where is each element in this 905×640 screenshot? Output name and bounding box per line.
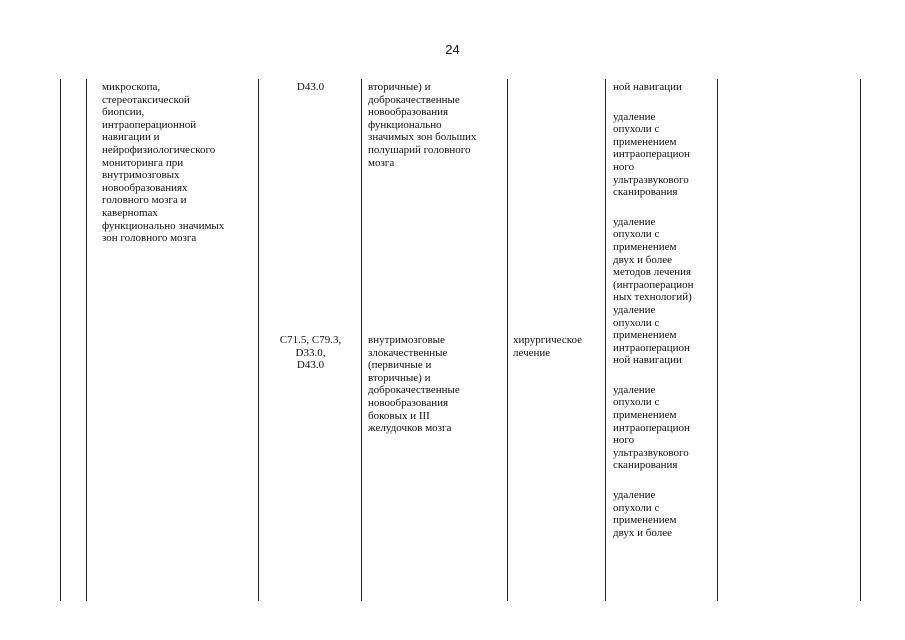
column-divider: [507, 79, 508, 601]
text-line: опухоли с: [613, 396, 660, 409]
text-line: биопсии,: [102, 106, 145, 119]
text-line: функционально значимых: [102, 219, 225, 232]
text-line: ной навигации: [613, 354, 682, 367]
text-line: методов лечения: [613, 266, 692, 279]
text-line: (интраоперацион: [613, 278, 694, 291]
text-line: зон головного мозга: [102, 232, 197, 245]
text-line: доброкачественные: [368, 384, 460, 397]
text-line: применением: [613, 240, 677, 253]
text-line: удаление: [613, 383, 656, 396]
page-number: 24: [445, 42, 460, 57]
block-gap: [613, 367, 694, 384]
block-gap: [613, 94, 694, 111]
text-line: хирургическое: [513, 334, 583, 346]
text-line: мониторинга при: [102, 156, 184, 169]
text-line: опухоли с: [613, 123, 660, 136]
text-line: удаление: [613, 215, 656, 228]
text-line: интраоперационной: [102, 118, 197, 131]
text-line: внутримозговых: [102, 169, 180, 182]
text-line: нейрофизиологического: [102, 143, 216, 156]
text-line: кавернomах: [102, 206, 158, 219]
text-line: злокачественные: [368, 346, 448, 359]
text-line: желудочков мозга: [368, 422, 452, 435]
text-line: интраоперацион: [613, 341, 690, 354]
text-line: удаление: [613, 110, 656, 123]
diagnosis-cell: [368, 81, 476, 169]
text-line: ных технологий): [613, 291, 692, 304]
text-line: мозга: [368, 156, 395, 169]
text-line: двух и более: [613, 526, 673, 539]
text-line: опухоли с: [613, 501, 660, 514]
text-line: навигации и: [102, 131, 160, 144]
text-line: стереотаксической: [102, 93, 190, 106]
column-divider: [258, 79, 259, 601]
text-line: значимых зон больших: [368, 131, 477, 144]
text-line: сканирования: [613, 186, 678, 199]
text-line: доброкачественные: [368, 93, 460, 106]
text-line: ного: [613, 434, 635, 447]
method-cell: [102, 81, 224, 245]
text-line: вторичные) и: [368, 81, 431, 93]
text-line: интраоперацион: [613, 148, 690, 161]
text-line: удаление: [613, 489, 656, 502]
column-divider: [361, 79, 362, 601]
text-line: двух и более: [613, 253, 673, 266]
text-line: применением: [613, 514, 677, 527]
text-line: опухоли с: [613, 316, 660, 329]
text-line: D43.0: [296, 81, 325, 93]
text-line: интраоперацион: [613, 421, 690, 434]
block-gap: [613, 472, 694, 489]
text-line: D43.0: [296, 359, 325, 372]
text-line: (первичные и: [368, 359, 432, 372]
text-line: ультразвукового: [613, 173, 689, 186]
text-line: микроскопа,: [102, 81, 161, 93]
surgery-methods-cell: [613, 81, 694, 539]
column-divider: [86, 79, 87, 601]
text-line: ного: [613, 160, 635, 173]
text-line: D33.0,: [295, 346, 326, 359]
text-line: вторичные) и: [368, 371, 431, 384]
text-line: внутримозговые: [368, 334, 445, 346]
column-divider: [717, 79, 718, 601]
text-line: ной навигации: [613, 81, 682, 93]
text-line: сканирования: [613, 459, 678, 472]
text-line: новообразованиях: [102, 181, 188, 194]
text-line: ультразвукового: [613, 446, 689, 459]
text-line: функционально: [368, 118, 442, 131]
treatment-cell: [513, 334, 582, 359]
text-line: применением: [613, 329, 677, 342]
text-line: удаление: [613, 303, 656, 316]
text-line: опухоли с: [613, 228, 660, 241]
text-line: новообразования: [368, 106, 449, 119]
text-line: лечение: [513, 346, 551, 359]
text-line: применением: [613, 409, 677, 422]
text-line: новообразования: [368, 396, 449, 409]
text-line: боковых и III: [368, 409, 430, 422]
table-border-left: [60, 79, 61, 601]
codes-cell: [262, 334, 359, 372]
text-line: полушарий головного: [368, 143, 471, 156]
column-divider: [605, 79, 606, 601]
text-line: головного мозга и: [102, 194, 187, 207]
text-line: C71.5, C79.3,: [279, 334, 342, 346]
table-border-right: [860, 79, 861, 601]
diagnosis-cell: [368, 334, 460, 435]
codes-cell: [262, 81, 359, 94]
block-gap: [613, 199, 694, 216]
text-line: применением: [613, 135, 677, 148]
